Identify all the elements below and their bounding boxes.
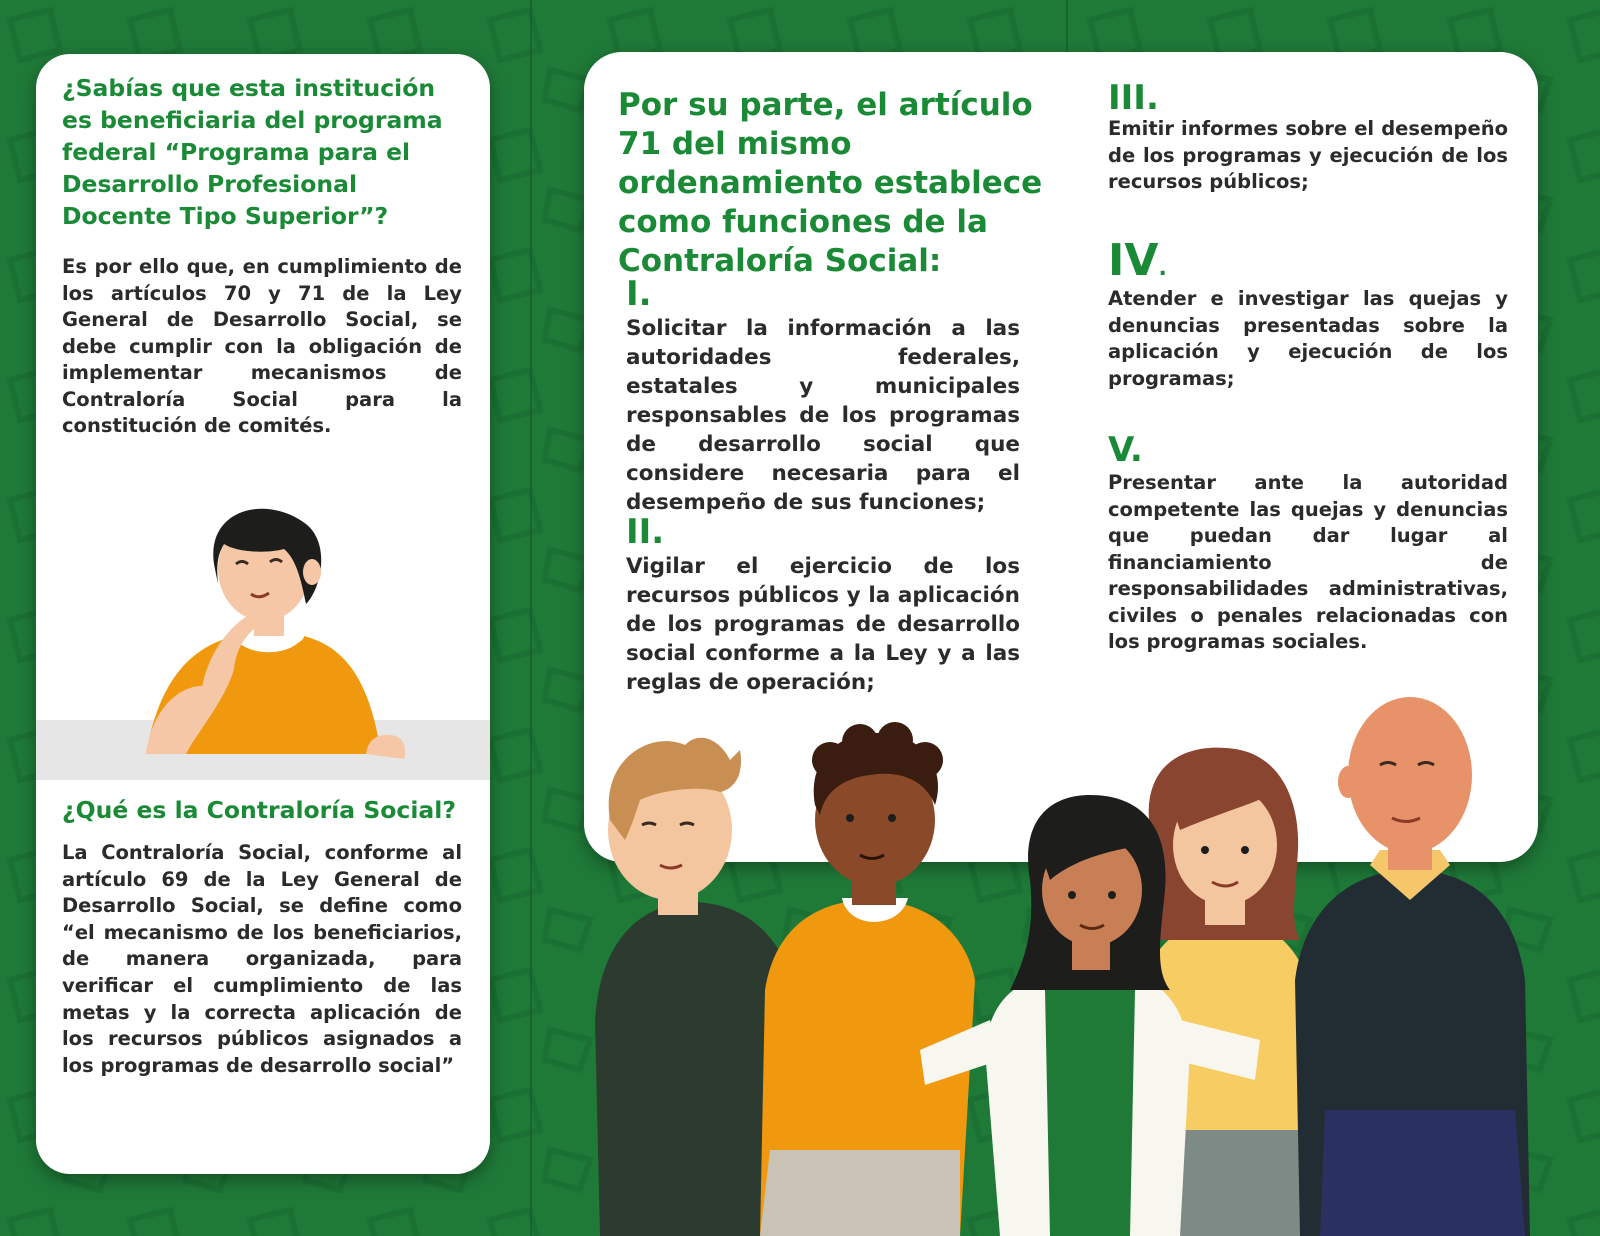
functions-title: Por su parte, el artículo 71 del mismo ordenamiento establece como funciones de la Contraloría Social: bbox=[618, 87, 1043, 279]
function-2-text: Vigilar el ejercicio de los recursos públicos y la aplicación de los programas de desarrollo social conforme a la Ley y a las reglas de operación; bbox=[626, 554, 1020, 695]
numeral-3: III. bbox=[1108, 78, 1159, 118]
contraloria-definition-paragraph: La Contraloría Social, conforme al artículo 69 de la Ley General de Desarrollo Social, se define como “el mecanismo de los beneficiarios, de manera organizada, para verificar el cumplimiento de las metas y la correcta aplicación de los recursos públicos asignados a los programas de desarrollo social” bbox=[62, 841, 462, 1077]
numeral-2: II. bbox=[626, 512, 665, 552]
what-is-contraloria-heading: ¿Qué es la Contraloría Social? bbox=[62, 796, 456, 824]
beneficiary-question: ¿Sabías que esta institución es beneficiaria del programa federal “Programa para el Desarrollo Profesional Docente Tipo Superior”? bbox=[62, 74, 443, 230]
person-bald-illustration bbox=[1295, 697, 1530, 1236]
numeral-1: I. bbox=[626, 274, 652, 314]
numeral-4-label: IV bbox=[1108, 235, 1159, 286]
function-3-text: Emitir informes sobre el desempeño de los programas y ejecución de los recursos públicos; bbox=[1108, 117, 1508, 193]
function-5-text: Presentar ante la autoridad competente las quejas y denuncias que puedan dar lugar al financiamiento de responsabilidades administrativas, civiles o penales relacionadas con los programas sociales. bbox=[1108, 471, 1508, 653]
group-of-people-illustration bbox=[580, 690, 1560, 1236]
numeral-4-dot: . bbox=[1158, 256, 1167, 281]
numeral-5: V. bbox=[1108, 430, 1143, 470]
left-info-card bbox=[36, 54, 490, 1174]
person-curly-hair-illustration bbox=[760, 722, 975, 1236]
function-1-text: Solicitar la información a las autoridades federales, estatales y municipales responsables de los programas de desarrollo social que considere necesaria para el desempeño de sus funciones; bbox=[626, 316, 1020, 515]
function-4-text: Atender e investigar las quejas y denuncias presentadas sobre la aplicación y ejecución de los programas; bbox=[1108, 287, 1508, 390]
compliance-paragraph: Es por ello que, en cumplimiento de los artículos 70 y 71 de la Ley General de Desarrollo Social, se debe cumplir con la obligación de implementar mecanismos de Contraloría Social para la constitución de comités. bbox=[62, 255, 462, 437]
thinking-person-illustration bbox=[106, 454, 426, 784]
page-fold-line bbox=[530, 0, 532, 1236]
